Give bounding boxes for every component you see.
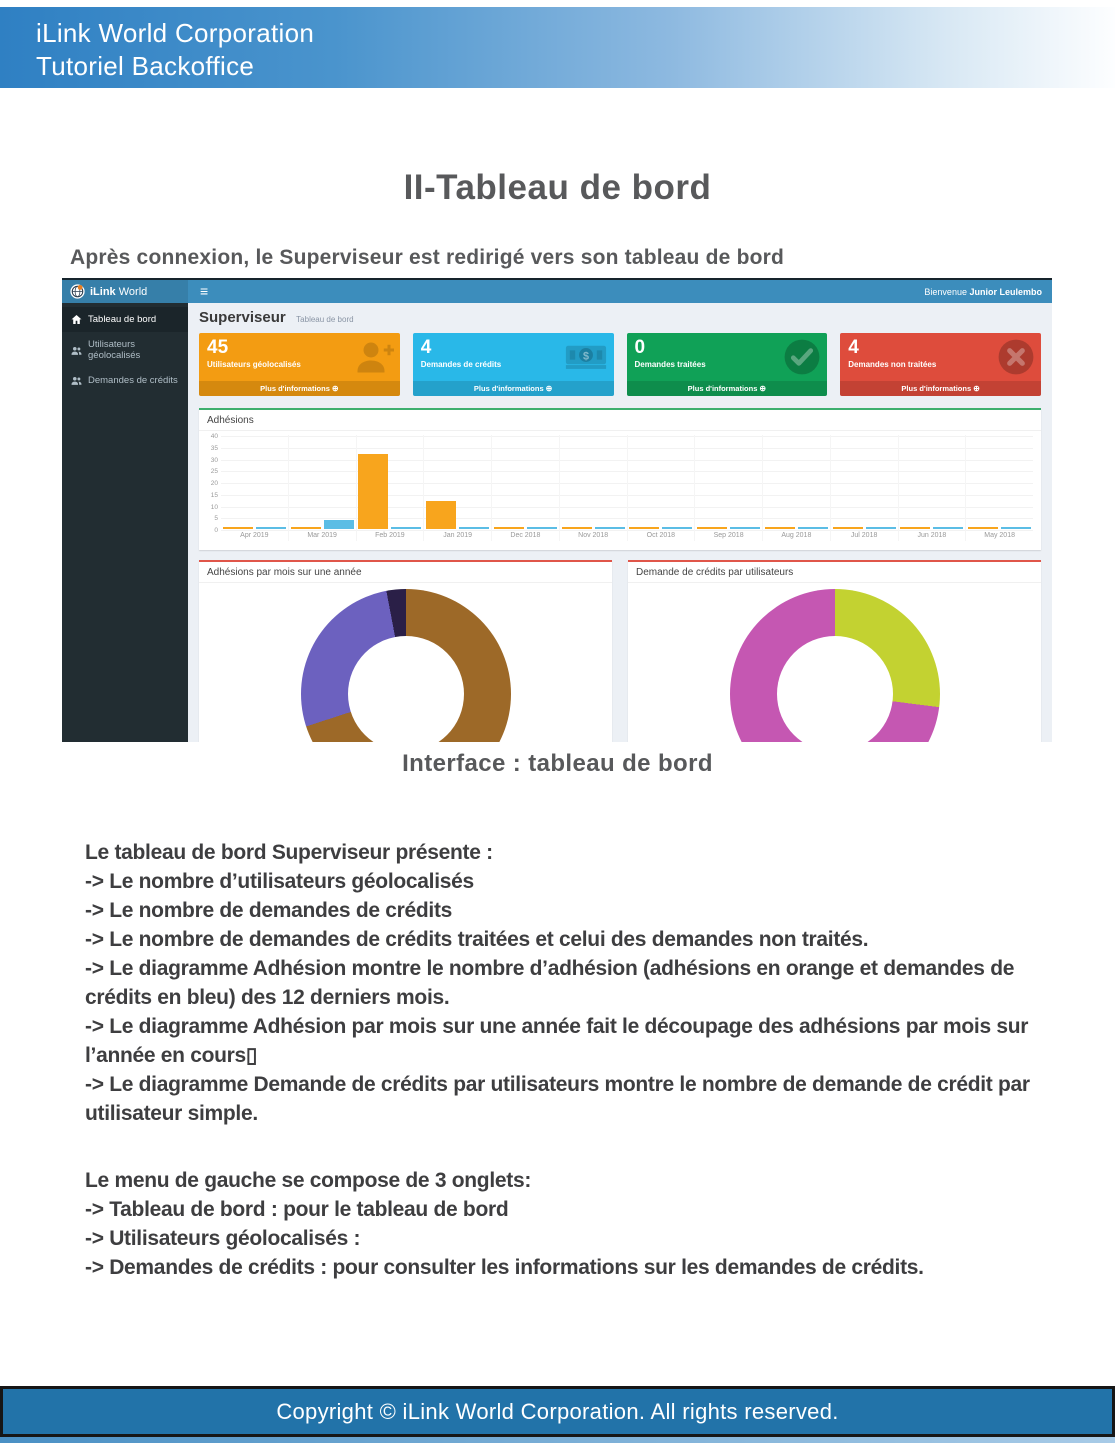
home-icon xyxy=(71,314,82,325)
globe-logo-icon xyxy=(70,284,85,299)
y-tick-label: 0 xyxy=(214,527,218,534)
stat-label: Demandes traitées xyxy=(634,360,706,369)
donut-hole xyxy=(348,636,464,742)
banknote-icon xyxy=(564,338,608,377)
brand-link[interactable] xyxy=(62,280,188,303)
sidebar-item-tableau-de-bord[interactable] xyxy=(62,307,188,332)
bar-group xyxy=(831,435,899,541)
panel-title: Adhésions par mois sur une année xyxy=(199,562,612,583)
x-tick-label: Apr 2019 xyxy=(240,532,269,539)
text-line: -> Le nombre de demandes de crédits xyxy=(85,899,453,922)
text-line: -> Le diagramme Demande de crédits par utilisateurs montre le nombre de demande de crédit par utilisateur simple. xyxy=(85,1073,1030,1125)
menu-toggle-icon[interactable]: ≡ xyxy=(200,283,209,299)
content-title: Superviseur xyxy=(199,309,286,326)
text-line: Le tableau de bord Superviseur présente : xyxy=(85,841,493,864)
bar-group xyxy=(357,435,425,541)
y-tick-label: 20 xyxy=(210,480,218,487)
more-info-link[interactable] xyxy=(413,381,614,396)
page-title: II-Tableau de bord xyxy=(403,168,712,207)
more-info-label: Plus d'informations xyxy=(901,384,972,393)
stat-value: 0 xyxy=(634,337,646,358)
donut-panel-adhesions-par-mois xyxy=(199,560,612,742)
y-tick-label: 25 xyxy=(210,468,218,476)
donut-hole xyxy=(777,636,893,742)
stat-value: 4 xyxy=(420,337,432,358)
adhesions-bar-panel xyxy=(199,408,1041,550)
brand-name-bold: iLink xyxy=(90,285,116,298)
more-info-link[interactable] xyxy=(199,381,400,396)
bar-chart xyxy=(199,431,1041,543)
x-tick-label: May 2018 xyxy=(984,532,1015,539)
bar-group xyxy=(695,435,763,541)
x-tick-label: Sep 2018 xyxy=(713,532,744,539)
x-tick-label: Jul 2018 xyxy=(850,532,878,539)
bar-adhésions xyxy=(358,454,388,529)
bar-group xyxy=(221,435,289,541)
more-info-label: Plus d'informations xyxy=(260,384,330,393)
users-icon xyxy=(71,345,82,356)
text-line: -> Tableau de bord : pour le tableau de bord xyxy=(85,1198,509,1221)
user-plus-icon xyxy=(354,338,394,379)
bar-group xyxy=(966,435,1033,541)
document-header xyxy=(0,7,1115,88)
stat-card-demandes-non-traitees xyxy=(840,333,1041,396)
paragraph-menu-description xyxy=(85,1166,1030,1282)
y-tick-label: 30 xyxy=(210,456,218,464)
body-text xyxy=(85,838,1030,1282)
y-tick-label: 15 xyxy=(210,491,218,499)
x-tick-label: Dec 2018 xyxy=(510,532,541,539)
welcome-username: Junior Leulembo xyxy=(969,286,1042,297)
sidebar-item-utilisateurs-geolocalises[interactable] xyxy=(62,332,188,368)
document-subtitle: Tutoriel Backoffice xyxy=(36,51,255,81)
panel-title: Demande de crédits par utilisateurs xyxy=(628,562,1041,583)
text-line: -> Le nombre d’utilisateurs géolocalisés xyxy=(85,870,474,893)
check-circle-icon xyxy=(783,338,821,381)
text-line: -> Demandes de crédits : pour consulter les informations sur les demandes de crédits. xyxy=(85,1256,924,1279)
breadcrumb: Tableau de bord xyxy=(296,315,354,324)
bar-chart-y-axis xyxy=(203,435,221,543)
donut-chart-demandes xyxy=(730,589,940,742)
bar-group xyxy=(763,435,831,541)
donut-panel-demandes-par-utilisateurs xyxy=(628,560,1041,742)
donut-panels-row xyxy=(199,560,1041,742)
sidebar-item-demandes-de-credits[interactable] xyxy=(62,368,188,393)
circle-plus-icon: ⊕ xyxy=(545,384,553,393)
stat-card-demandes-de-credits xyxy=(413,333,614,396)
panel-title: Adhésions xyxy=(199,410,1041,431)
navbar-main xyxy=(188,280,1052,303)
paragraph-dashboard-description xyxy=(85,838,1030,1128)
stat-label: Demandes de crédits xyxy=(420,360,502,369)
brand-name-rest: World xyxy=(115,285,148,298)
more-info-link[interactable] xyxy=(840,381,1041,396)
x-tick-label: Oct 2018 xyxy=(646,532,676,539)
bar-demandes-de-crédits xyxy=(324,520,354,529)
x-tick-label: Aug 2018 xyxy=(781,532,812,539)
y-tick-label: 40 xyxy=(210,433,218,440)
x-circle-icon xyxy=(997,338,1035,381)
users-icon xyxy=(71,375,82,386)
more-info-link[interactable] xyxy=(627,381,828,396)
dashboard-navbar xyxy=(62,280,1052,303)
bar-group xyxy=(424,435,492,541)
text-line: -> Le diagramme Adhésion par mois sur une année fait le découpage des adhésions par mois sur l’année en cours▯ xyxy=(85,1015,1029,1067)
y-tick-label: 10 xyxy=(210,503,218,511)
bar-group xyxy=(560,435,628,541)
more-info-label: Plus d'informations xyxy=(473,384,544,393)
company-name: iLink World Corporation xyxy=(36,18,315,48)
bar-group xyxy=(899,435,967,541)
welcome-prefix: Bienvenue xyxy=(924,286,967,297)
stat-cards-row xyxy=(199,333,1041,396)
text-line: -> Le nombre de demandes de crédits traitées et celui des demandes non traités. xyxy=(85,928,869,951)
stat-card-demandes-traitees xyxy=(627,333,828,396)
x-tick-label: Jan 2019 xyxy=(443,532,473,539)
bar-group xyxy=(628,435,696,541)
sidebar-item-label: Tableau de bord xyxy=(88,314,157,325)
bar-adhésions xyxy=(426,501,456,529)
text-line: Le menu de gauche se compose de 3 onglets: xyxy=(85,1169,532,1192)
copyright-text: Copyright © iLink World Corporation. All rights reserved. xyxy=(276,1398,839,1424)
circle-plus-icon: ⊕ xyxy=(331,384,339,393)
x-tick-label: Nov 2018 xyxy=(578,532,609,539)
content-heading xyxy=(199,309,1041,333)
bar-chart-plot xyxy=(221,435,1033,543)
stat-value: 4 xyxy=(848,337,859,358)
stat-label: Utilisateurs géolocalisés xyxy=(207,360,301,369)
x-tick-label: Mar 2019 xyxy=(307,532,337,539)
bar-chart-series xyxy=(221,435,1033,541)
page-footer xyxy=(0,1386,1115,1437)
text-line: -> Utilisateurs géolocalisés : xyxy=(85,1227,361,1250)
text-line: -> Le diagramme Adhésion montre le nombre d’adhésion (adhésions en orange et demandes de crédits en bleu) des 12 derniers mois. xyxy=(85,957,1015,1009)
x-tick-label: Jun 2018 xyxy=(917,532,947,539)
intro-text: Après connexion, le Superviseur est redirigé vers son tableau de bord xyxy=(70,246,785,269)
more-info-label: Plus d'informations xyxy=(687,384,758,393)
dashboard-screenshot xyxy=(62,278,1052,742)
user-menu[interactable] xyxy=(924,287,1052,297)
stat-label: Demandes non traitées xyxy=(848,360,937,369)
svg-text:$: $ xyxy=(582,350,589,363)
sidebar xyxy=(62,303,188,742)
bar-group xyxy=(492,435,560,541)
stat-card-utilisateurs-geolocalises xyxy=(199,333,400,396)
footer-gradient-strip xyxy=(0,1437,1115,1443)
dashboard-content xyxy=(188,303,1052,742)
y-tick-label: 5 xyxy=(214,515,218,523)
sidebar-item-label: Demandes de crédits xyxy=(88,375,178,386)
bar-group xyxy=(289,435,357,541)
brand-name xyxy=(90,286,147,298)
dashboard-body xyxy=(62,303,1052,742)
circle-plus-icon: ⊕ xyxy=(759,384,767,393)
x-tick-label: Feb 2019 xyxy=(375,532,405,539)
sidebar-item-label: Utilisateurs géolocalisés xyxy=(88,339,141,361)
circle-plus-icon: ⊕ xyxy=(973,384,980,393)
donut-chart-adhesions xyxy=(301,589,511,742)
figure-caption: Interface : tableau de bord xyxy=(402,750,713,777)
stat-value: 45 xyxy=(207,337,229,358)
y-tick-label: 35 xyxy=(210,444,218,452)
